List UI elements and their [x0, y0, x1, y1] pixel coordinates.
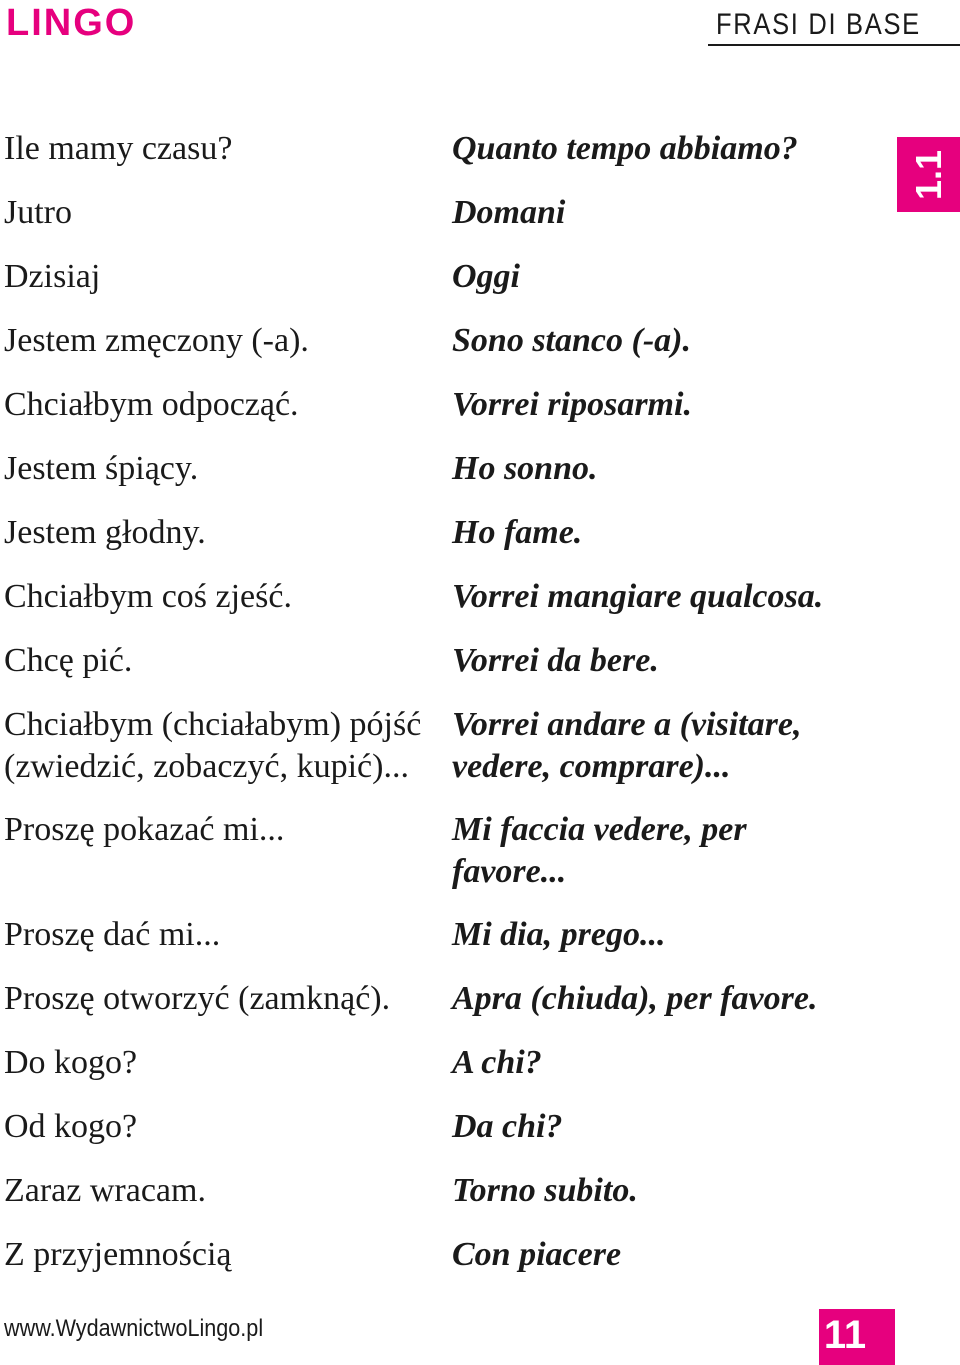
italian-phrase: Vorrei da bere.	[452, 642, 659, 679]
italian-phrase: Mi dia, prego...	[452, 916, 666, 953]
italian-phrase: Sono stanco (-a).	[452, 322, 691, 359]
italian-phrase: Oggi	[452, 258, 520, 295]
italian-phrase: Con piacere	[452, 1236, 622, 1273]
phrase-row	[0, 640, 900, 704]
polish-phrase: Proszę dać mi...	[4, 916, 221, 953]
phrase-row	[0, 914, 900, 978]
phrase-list	[0, 128, 900, 1298]
polish-phrase: Zaraz wracam.	[4, 1172, 206, 1209]
lingo-logo: LINGO	[6, 2, 137, 44]
polish-phrase: Od kogo?	[4, 1108, 138, 1145]
italian-phrase: Ho fame.	[452, 514, 583, 551]
polish-phrase: Do kogo?	[4, 1044, 138, 1081]
phrase-row	[0, 1106, 900, 1170]
phrase-row	[0, 256, 900, 320]
polish-phrase: Chciałbym (chciałabym) pójść (zwiedzić, zobaczyć, kupić)...	[4, 706, 422, 785]
phrase-row	[0, 1042, 900, 1106]
phrase-row	[0, 576, 900, 640]
phrase-row	[0, 384, 900, 448]
italian-phrase: Mi faccia vedere, per favore...	[452, 811, 747, 890]
chapter-tab	[897, 137, 960, 212]
phrase-row	[0, 512, 900, 576]
polish-phrase: Jutro	[4, 194, 72, 231]
italian-phrase: A chi?	[452, 1044, 542, 1081]
page-number-box	[819, 1309, 895, 1365]
italian-phrase: Vorrei riposarmi.	[452, 386, 692, 423]
polish-phrase: Chcę pić.	[4, 642, 133, 679]
phrase-row	[0, 128, 900, 192]
header-divider	[708, 44, 960, 46]
polish-phrase: Jestem śpiący.	[4, 450, 199, 487]
polish-phrase: Jestem głodny.	[4, 514, 206, 551]
italian-phrase: Domani	[452, 194, 566, 231]
phrase-row	[0, 192, 900, 256]
italian-phrase: Da chi?	[452, 1108, 563, 1145]
phrase-row	[0, 320, 900, 384]
polish-phrase: Ile mamy czasu?	[4, 130, 233, 167]
phrase-row	[0, 978, 900, 1042]
phrase-row	[0, 1170, 900, 1234]
italian-phrase: Vorrei andare a (visitare, vedere, comprare)...	[452, 706, 802, 785]
polish-phrase: Proszę pokazać mi...	[4, 811, 285, 848]
italian-phrase: Ho sonno.	[452, 450, 598, 487]
chapter-tab-label: 1.1	[907, 149, 949, 200]
polish-phrase: Chciałbym odpocząć.	[4, 386, 299, 423]
phrase-row	[0, 1234, 900, 1298]
italian-phrase: Vorrei mangiare qualcosa.	[452, 578, 824, 615]
polish-phrase: Dzisiaj	[4, 258, 101, 295]
polish-phrase: Proszę otworzyć (zamknąć).	[4, 980, 391, 1017]
section-title: FRASI DI BASE	[716, 8, 921, 41]
phrase-row	[0, 809, 900, 914]
phrase-row	[0, 448, 900, 512]
publisher-url: www.WydawnictwoLingo.pl	[4, 1315, 264, 1342]
italian-phrase: Apra (chiuda), per favore.	[452, 980, 818, 1017]
polish-phrase: Jestem zmęczony (-a).	[4, 322, 309, 359]
italian-phrase: Quanto tempo abbiamo?	[452, 130, 798, 167]
page-number: 11	[823, 1313, 867, 1357]
phrase-row	[0, 704, 900, 809]
polish-phrase: Z przyjemnością	[4, 1236, 232, 1273]
italian-phrase: Torno subito.	[452, 1172, 638, 1209]
polish-phrase: Chciałbym coś zjeść.	[4, 578, 292, 615]
